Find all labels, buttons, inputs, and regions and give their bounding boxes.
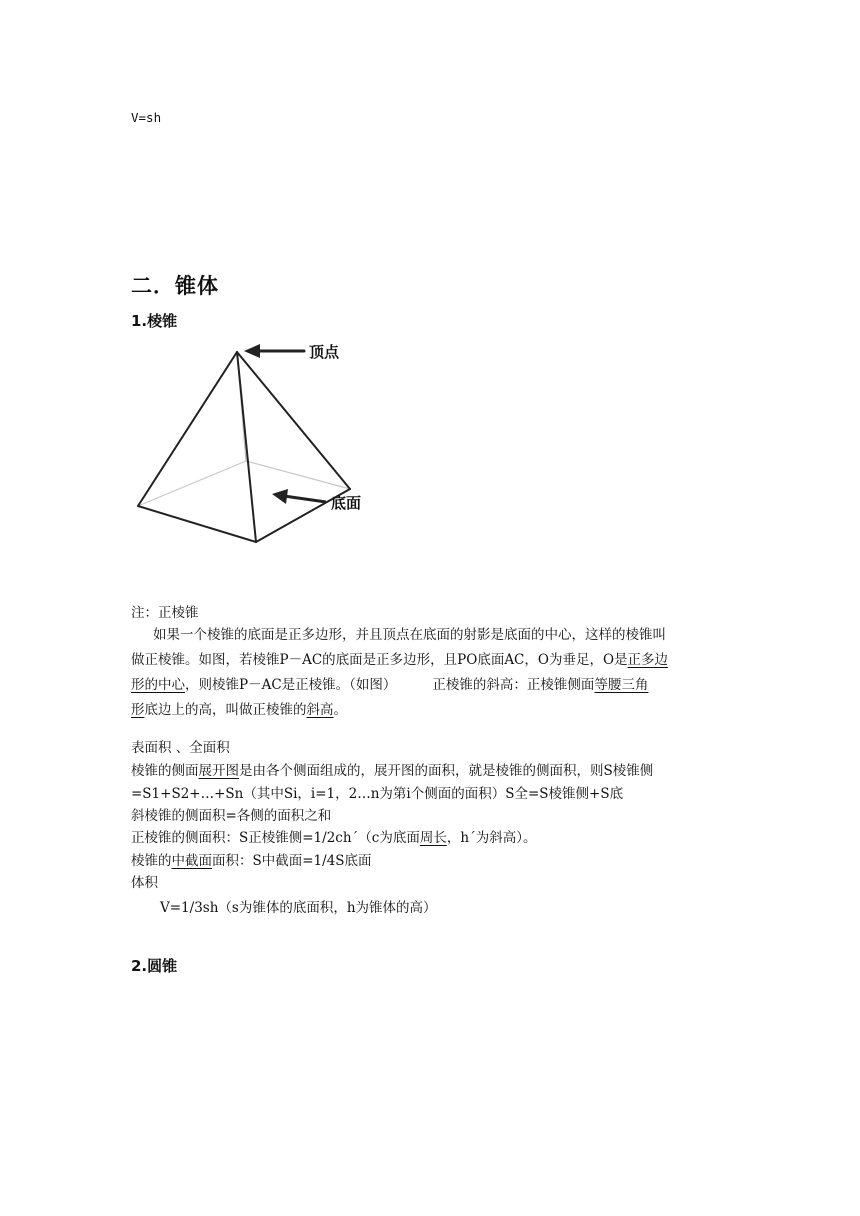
slant-height-link[interactable]: 斜高 (306, 702, 334, 718)
apex-arrow-head (244, 344, 260, 358)
surface-line-4: 正棱锥的侧面积：S正棱锥侧=1/2ch´（c为底面周长，h´为斜高）。 (131, 830, 537, 846)
prism-volume-formula: V=sh (131, 110, 162, 125)
definition-line-2: 做正棱锥。如图，若棱锥P－AC的底面是正多边形，且PO底面AC，O为垂足，O是正多边 (131, 652, 669, 668)
regular-polygon-link[interactable]: 正多边 (627, 652, 669, 668)
base-arrow-head (272, 489, 288, 504)
subsection-title-circular-cone: 2.圆锥 (131, 957, 178, 975)
base-label: 底面 (331, 494, 362, 512)
surface-area-title: 表面积 、全面积 (131, 740, 230, 756)
pyramid-volume-formula: V=1/3sh（s为锥体的底面积，h为锥体的高） (160, 900, 437, 916)
perimeter-link[interactable]: 周长 (419, 830, 447, 846)
regular-pyramid-definition (131, 623, 731, 723)
note-title: 注：正棱锥 (131, 605, 199, 621)
base-arrow-shaft (284, 496, 326, 502)
mid-section-link[interactable]: 中截面 (171, 853, 212, 869)
apex-label: 顶点 (309, 343, 340, 361)
hidden-base-edge-right (246, 461, 350, 489)
surface-line-2: =S1+S2+…+Sn（其中Si，i=1，2…n为第i个侧面的面积）S全=S棱锥侧+S底 (131, 786, 624, 802)
net-diagram-link[interactable]: 展开图 (198, 763, 239, 779)
edge-left (138, 352, 237, 506)
definition-line-4: 形底边上的高，叫做正棱锥的斜高。 (131, 702, 347, 718)
edge-right (237, 352, 350, 489)
pyramid-figure (126, 336, 386, 551)
surface-line-1: 棱锥的侧面展开图是由各个侧面组成的，展开图的面积，就是棱锥的侧面积，则S棱锥侧 (131, 763, 654, 779)
volume-title: 体积 (131, 875, 158, 891)
surface-line-3: 斜棱锥的侧面积=各侧的面积之和 (131, 808, 332, 824)
base-edge-front-left (138, 506, 256, 542)
subsection-title-pyramid: 1.棱锥 (131, 312, 178, 330)
surface-line-5: 棱锥的中截面面积：S中截面=1/4S底面 (131, 853, 372, 869)
hidden-base-edge-left (138, 461, 246, 506)
isosceles-triangle-link-cont[interactable]: 形 (131, 702, 145, 718)
section-title-cone-solids: 二．锥体 (131, 274, 219, 298)
polygon-center-link[interactable]: 形的中心 (131, 677, 185, 693)
isosceles-triangle-link[interactable]: 等腰三角 (594, 677, 649, 693)
definition-line-1: 如果一个棱锥的底面是正多边形，并且顶点在底面的射影是底面的中心，这样的棱锥叫 (153, 627, 666, 643)
edge-front (237, 352, 256, 542)
definition-line-3: 形的中心，则棱锥P－AC是正棱锥。（如图） 正棱锥的斜高：正棱锥侧面等腰三角 (131, 677, 649, 693)
